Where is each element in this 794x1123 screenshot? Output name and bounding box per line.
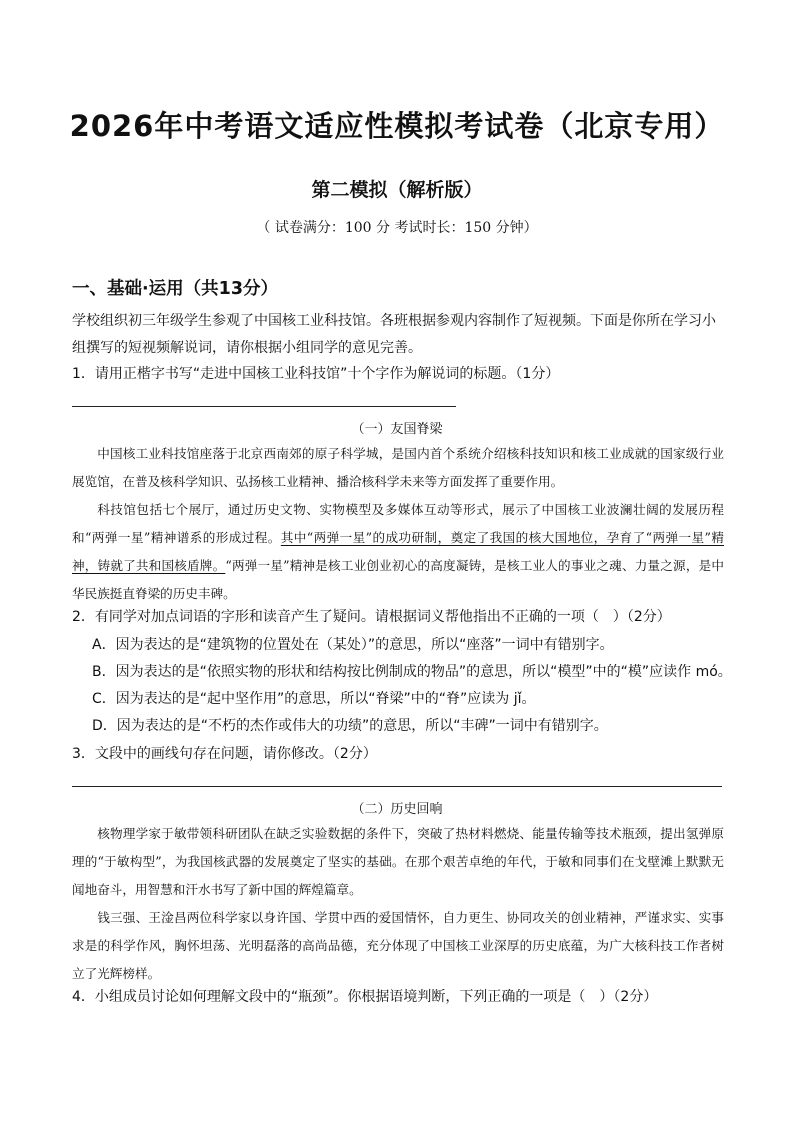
- question-2: 2．有同学对加点词语的字形和读音产生了疑问。请根据词义帮他指出不正确的一项（ ）（2分）: [72, 609, 671, 625]
- answer-line-q3: [72, 786, 722, 787]
- passage-1-paragraph-2: [72, 496, 724, 608]
- question-4: 4．小组成员讨论如何理解文段中的“瓶颈”。你根据语境判断，下列正确的一项是（ ）（2分）: [72, 989, 658, 1005]
- section-heading: 一、基础·运用（共13分）: [72, 279, 279, 299]
- passage-1-paragraph-1: 中国核工业科技馆座落于北京西南郊的原子科学城，是国内首个系统介绍核科技知识和核工业成就的国家级行业展览馆，在普及核科学知识、弘扬核工业精神、播洽核科学未来等方面发挥了重要作用。: [72, 446, 724, 489]
- passage-2-paragraph-1: 核物理学家于敏带领科研团队在缺乏实验数据的条件下，突破了热材料燃烧、能量传输等技术瓶颈，提出氢弹原理的“于敏构型”，为我国核武器的发展奠定了坚实的基础。在那个艰苦卓绝的年代，于敏和同事们在戈壁滩上默默无闻地奋斗，用智慧和汗水书写了新中国的辉煌篇章。: [72, 826, 724, 897]
- page-subtitle: 第二模拟（解析版）: [311, 179, 483, 201]
- passage-2-title: （二）历史回响: [351, 802, 443, 817]
- passage-2: [72, 820, 724, 988]
- passage-2-paragraph-2: 钱三强、王淦昌两位科学家以身许国、学贯中西的爱国情怀，自力更生、协同攻关的创业精神，严谨求实、实事求是的科学作风，胸怀坦荡、光明磊落的高尚品德，充分体现了中国核工业深厚的历史底蕴，为广大核科技工作者树立了光辉榜样。: [72, 910, 724, 981]
- question-2-option-a: A．因为表达的是“建筑物的位置处在（某处）”的意思，所以“座落”一词中有错别字。: [92, 637, 614, 653]
- question-2-option-c: C．因为表达的是“起中坚作用”的意思，所以“脊梁”中的“脊”应读为 jǐ。: [92, 691, 536, 707]
- question-2-option-d: D．因为表达的是“不朽的杰作或伟大的功绩”的意思，所以“丰碑”一词中有错别字。: [92, 718, 608, 734]
- answer-line-q1: [72, 406, 456, 407]
- question-2-option-b: B．因为表达的是“依照实物的形状和结构按比例制成的物品”的意思，所以“模型”中的“模”应读作 mó。: [92, 664, 732, 680]
- passage-1: [72, 440, 724, 608]
- page-title: 2026年中考语文适应性模拟考试卷（北京专用）: [69, 109, 725, 143]
- underlined-sentence: 其中“两弹一星”的成功研制，奠定了我国的核大国地位，孕育了“两弹一星”精神，铸就了共和国核盾牌。: [72, 530, 724, 573]
- section-intro: 学校组织初三年级学生参观了中国核工业科技馆。各班根据参观内容制作了短视频。下面是你所在学习小组撰写的短视频解说词，请你根据小组同学的意见完善。: [72, 313, 716, 356]
- question-3: 3．文段中的画线句存在问题，请你修改。（2分）: [72, 746, 377, 762]
- passage-1-text-a: 科技馆包括七个展厅，通过历史文物、实物模型及多媒体互动等形式，展示了中国核工业波澜壮阔的发展历程和“两弹一星”精神谱系的形成过程。: [72, 502, 724, 545]
- question-1: 1．请用正楷字书写“走进中国核工业科技馆”十个字作为解说词的标题。（1分）: [72, 366, 560, 382]
- passage-1-title: （一）友国脊梁: [351, 422, 443, 437]
- passage-1-text-b: “两弹一星”精神是核工业创业初心的高度凝铸，是核工业人的事业之魂、力量之源，是中华民族挺直脊梁的历史丰碑。: [72, 558, 724, 601]
- exam-meta: （ 试卷满分：100 分 考试时长：150 分钟）: [256, 220, 538, 236]
